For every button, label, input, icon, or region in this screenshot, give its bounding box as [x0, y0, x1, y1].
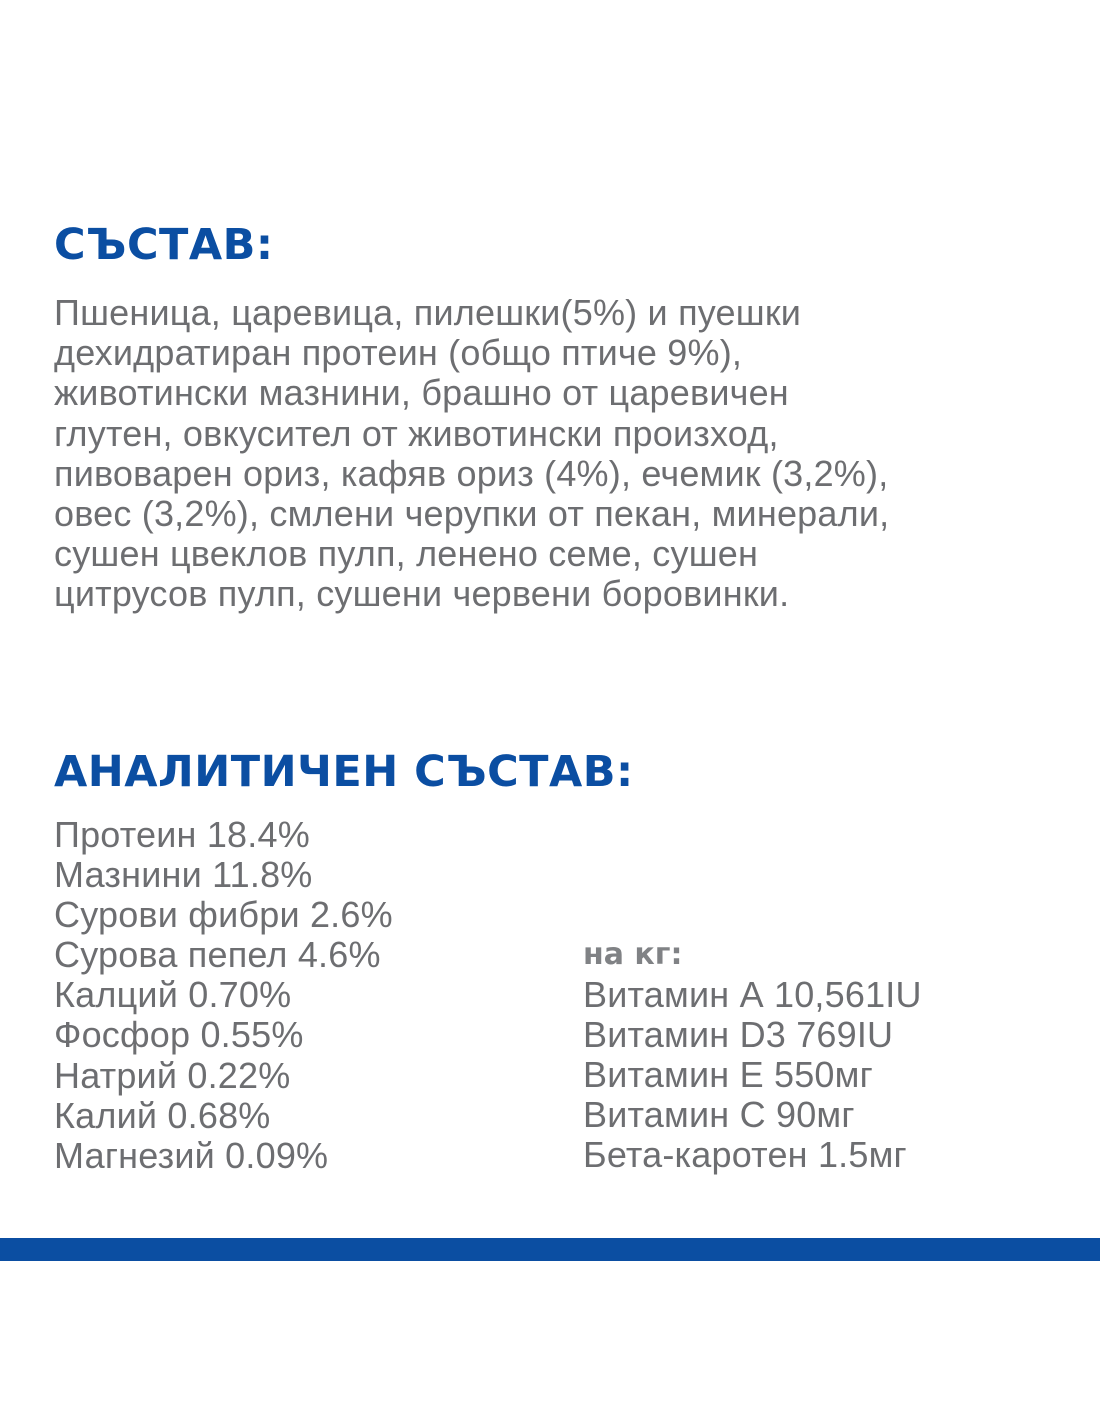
- composition-line: пивоварен ориз, кафяв ориз (4%), ечемик (3,2%),: [54, 452, 889, 494]
- nutrient-item: Сурова пепел 4.6%: [54, 934, 381, 976]
- nutrient-list: [54, 815, 393, 1176]
- vitamin-item: Витамин D3 769IU: [583, 1014, 894, 1056]
- vitamin-item: Витамин Е 550мг: [583, 1054, 873, 1096]
- composition-line: овес (3,2%), смлени черупки от пекан, минерали,: [54, 492, 890, 534]
- nutrient-item: Натрий 0.22%: [54, 1054, 291, 1096]
- composition-line: Пшеница, царевица, пилешки(5%) и пуешки: [54, 292, 802, 333]
- nutrient-item: Сурови фибри 2.6%: [54, 894, 393, 936]
- nutrient-item: Фосфор 0.55%: [54, 1014, 304, 1056]
- vitamin-item: Витамин А 10,561IU: [583, 974, 922, 1016]
- vitamin-list: [583, 935, 922, 1176]
- composition-heading: СЪСТАВ:: [54, 220, 274, 270]
- per-kg-label: на кг:: [583, 937, 683, 972]
- nutrient-item: Протеин 18.4%: [54, 814, 310, 855]
- composition-line: глутен, овкусител от животински произход,: [54, 412, 779, 454]
- nutrient-item: Мазнини 11.8%: [54, 854, 313, 896]
- composition-line: животински мазнини, брашно от царевичен: [54, 372, 789, 414]
- composition-line: сушен цвеклов пулп, ленено семе, сушен: [54, 533, 759, 575]
- nutrient-item: Калий 0.68%: [54, 1094, 271, 1136]
- nutrient-item: Магнезий 0.09%: [54, 1134, 329, 1176]
- composition-line: дехидратиран протеин (общо птиче 9%),: [54, 332, 743, 374]
- composition-text: [54, 293, 1054, 615]
- composition-line: цитрусов пулп, сушени червени боровинки.: [54, 573, 790, 615]
- vitamin-item: Витамин С 90мг: [583, 1094, 855, 1136]
- vitamin-item: Бета-каротен 1.5мг: [583, 1134, 907, 1176]
- bottom-accent-bar: [0, 1238, 1100, 1261]
- nutrient-item: Калций 0.70%: [54, 974, 292, 1016]
- analytical-composition-heading: АНАЛИТИЧЕН СЪСТАВ:: [54, 747, 634, 797]
